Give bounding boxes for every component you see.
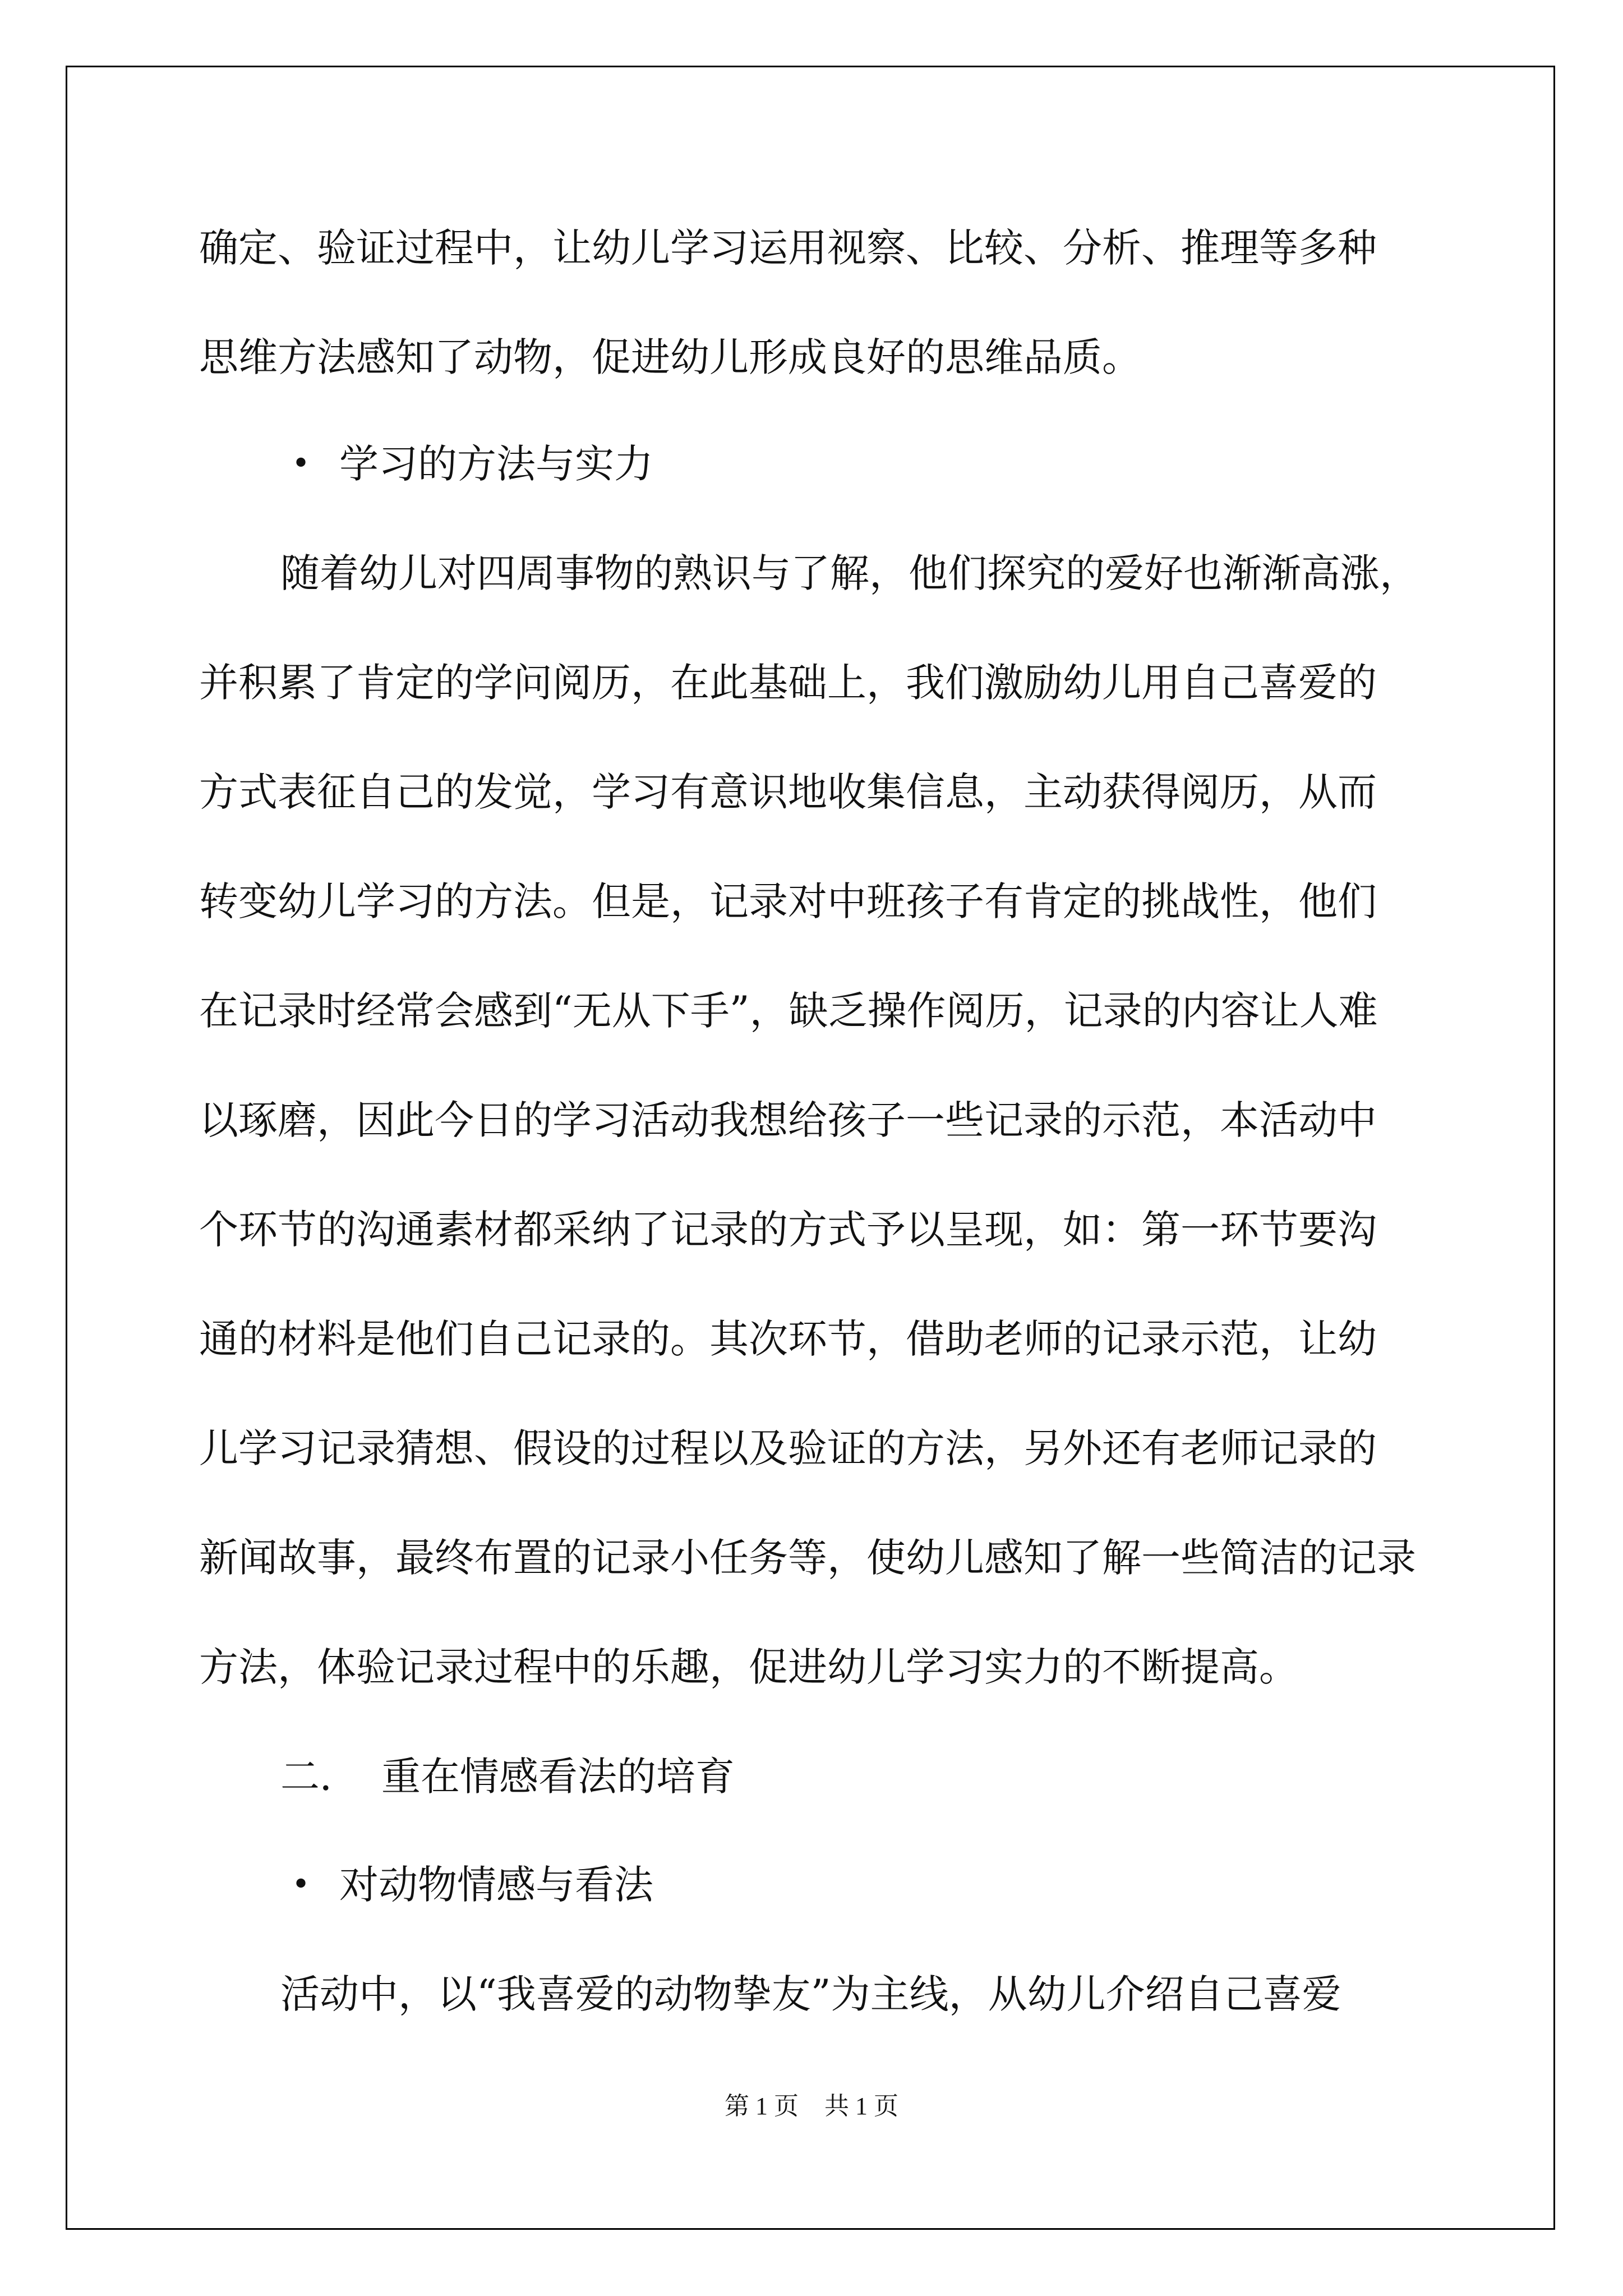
paragraph-line: 新闻故事，最终布置的记录小任务等，使幼儿感知了解一些简洁的记录 xyxy=(199,1535,1416,1581)
paragraph-line: 个环节的沟通素材都采纳了记录的方式予以呈现，如：第一环节要沟 xyxy=(199,1207,1377,1253)
paragraph-line: 通的材料是他们自己记录的。其次环节，借助老师的记录示范，让幼 xyxy=(199,1316,1377,1362)
section-heading: 重在情感看法的培育 xyxy=(381,1754,735,1800)
bullet-dot: • xyxy=(292,445,311,482)
paragraph-line: 以琢磨，因此今日的学习活动我想给孩子一些记录的示范，本活动中 xyxy=(199,1097,1377,1143)
paragraph-line: 确定、验证过程中，让幼儿学习运用视察、比较、分析、推理等多种 xyxy=(199,225,1377,271)
paragraph-line: 转变幼儿学习的方法。但是，记录对中班孩子有肯定的挑战性，他们 xyxy=(199,878,1377,924)
bullet-heading: 学习的方法与实力 xyxy=(339,441,653,487)
section-number: 二． xyxy=(280,1754,359,1800)
paragraph-line: 方式表征自己的发觉，学习有意识地收集信息，主动获得阅历，从而 xyxy=(199,769,1377,815)
bullet-heading: 对动物情感与看法 xyxy=(339,1862,653,1908)
bullet-dot: • xyxy=(292,1866,311,1903)
paragraph-line: 在记录时经常会感到“无从下手”，缺乏操作阅历，记录的内容让人难 xyxy=(199,988,1378,1034)
paragraph-line: 随着幼儿对四周事物的熟识与了解，他们探究的爱好也渐渐高涨， xyxy=(280,550,1419,596)
paragraph-line: 儿学习记录猜想、假设的过程以及验证的方法，另外还有老师记录的 xyxy=(199,1425,1377,1471)
page-footer xyxy=(0,2090,1623,2123)
page-number-current: 第 1 页 xyxy=(725,2092,799,2120)
paragraph-line: 并积累了肯定的学问阅历，在此基础上，我们激励幼儿用自己喜爱的 xyxy=(199,660,1377,706)
paragraph-line: 活动中，以“我喜爱的动物挚友”为主线，从幼儿介绍自己喜爱 xyxy=(280,1971,1341,2017)
paragraph-line: 方法，体验记录过程中的乐趣，促进幼儿学习实力的不断提高。 xyxy=(199,1644,1298,1690)
page-number-total: 共 1 页 xyxy=(824,2092,898,2120)
paragraph-line: 思维方法感知了动物，促进幼儿形成良好的思维品质。 xyxy=(199,334,1141,380)
